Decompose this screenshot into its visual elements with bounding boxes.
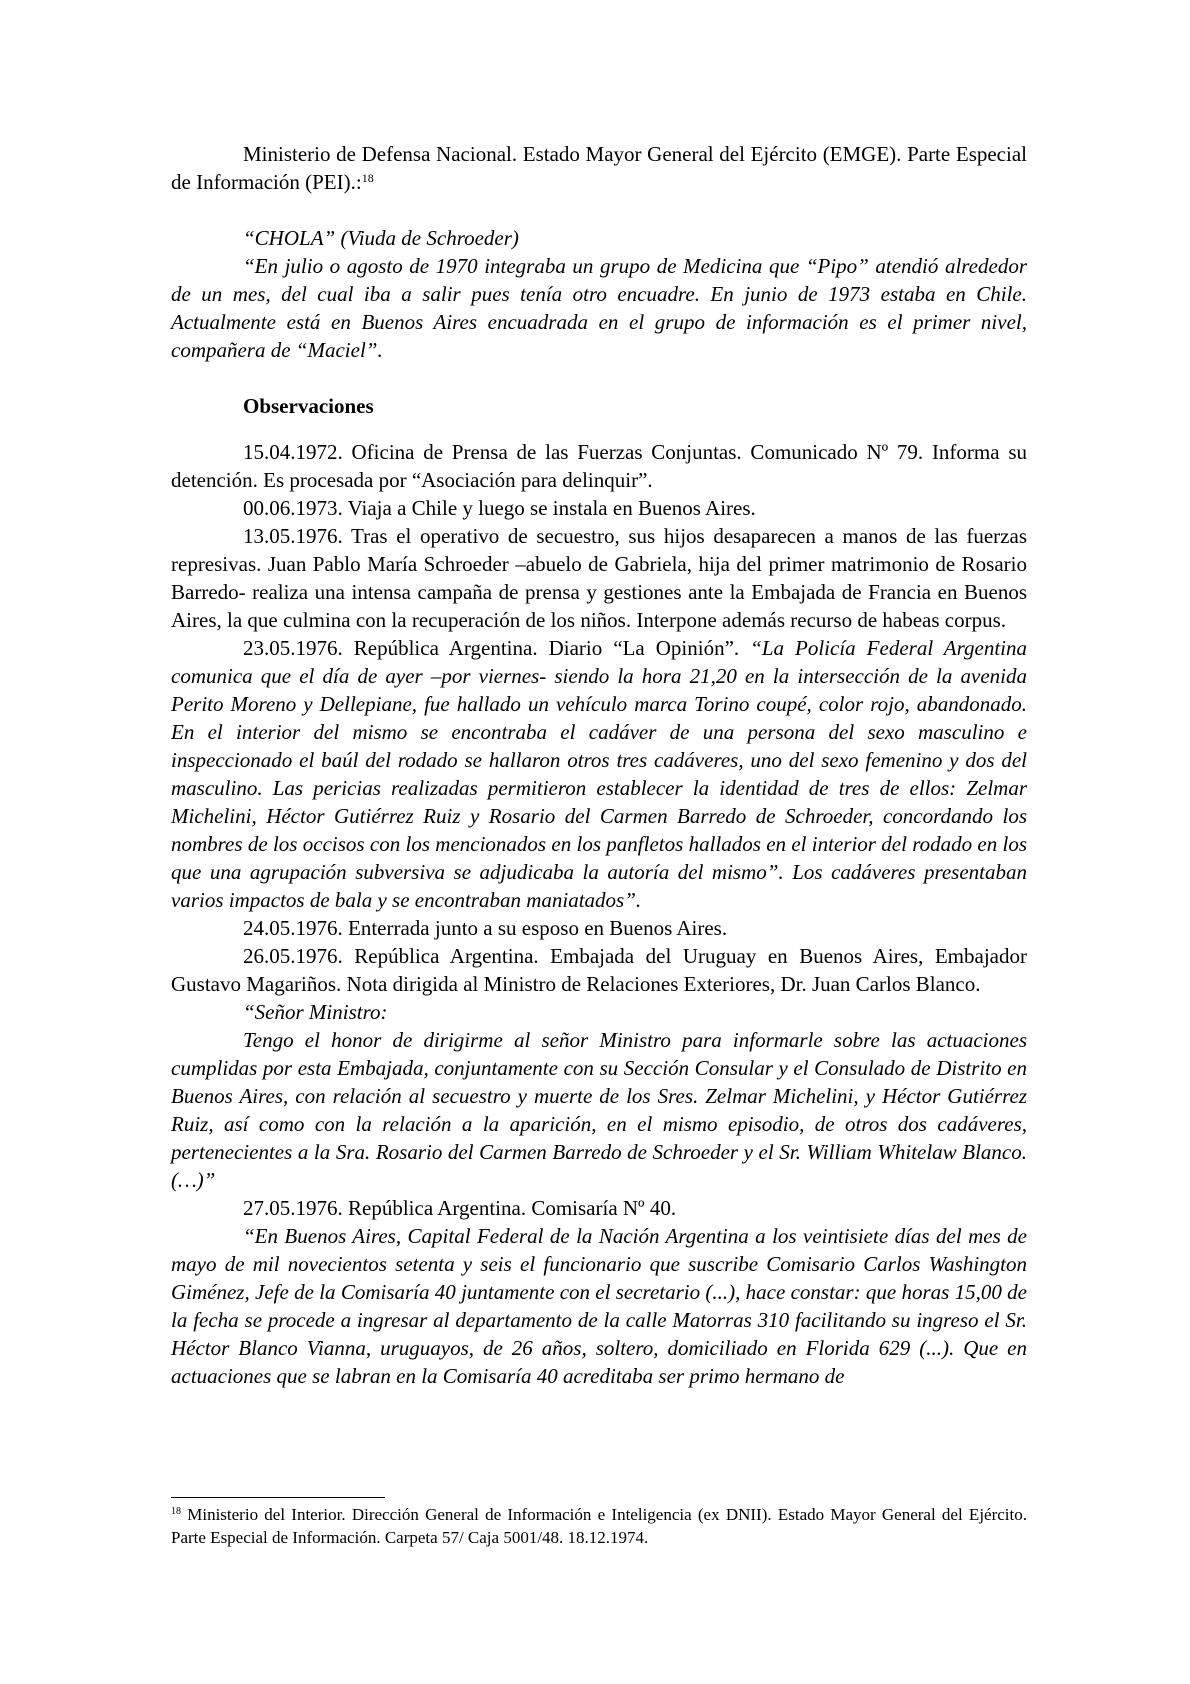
footnote-text: Ministerio del Interior. Dirección General de Información e Inteligencia (ex DNII). Estado Mayor General del Ejército. Parte Especial de Información. Carpeta 57/ Caja 5001/48. 18.12.1974. xyxy=(171,1505,1027,1547)
observation-entry-3: 13.05.1976. Tras el operativo de secuestro, sus hijos desaparecen a manos de las fuerzas represivas. Juan Pablo María Schroeder –abuelo de Gabriela, hija del primer matrimonio de Rosario Barredo- realiza una intensa campaña de prensa y gestiones ante la Embajada de Francia en Buenos Aires, la que culmina con la recuperación de los niños. Interpone además recurso de habeas corpus. xyxy=(171,524,1027,632)
observation-entry-2: 00.06.1973. Viaja a Chile y luego se instala en Buenos Aires. xyxy=(243,496,756,520)
observation-entry-1: 15.04.1972. Oficina de Prensa de las Fuerzas Conjuntas. Comunicado Nº 79. Informa su detención. Es procesada por “Asociación para delinquir”. xyxy=(171,440,1027,492)
chola-title: “CHOLA” (Viuda de Schroeder) xyxy=(243,226,519,250)
entry-6-quote: Tengo el honor de dirigirme al señor Ministro para informarle sobre las actuaciones cumplidas por esta Embajada, conjuntamente con su Sección Consular y el Consulado de Distrito en Buenos Aires, con relación al secuestro y muerte de los Sres. Zelmar Michelini, y Héctor Gutiérrez Ruiz, así como con la relación a la aparición, en el mismo episodio, de otros dos cadáveres, pertenecientes a la Sra. Rosario del Carmen Barredo de Schroeder y el Sr. William Whitelaw Blanco. (…)” xyxy=(171,1028,1027,1192)
footnote-number: 18 xyxy=(171,1506,181,1517)
observation-entry-6: 26.05.1976. República Argentina. Embajada del Uruguay en Buenos Aires, Embajador Gustavo Magariños. Nota dirigida al Ministro de Relaciones Exteriores, Dr. Juan Carlos Blanco. xyxy=(171,944,1027,996)
observation-entry-5: 24.05.1976. Enterrada junto a su esposo en Buenos Aires. xyxy=(243,916,728,940)
entry-7-quote: “En Buenos Aires, Capital Federal de la Nación Argentina a los veintisiete días del mes de mayo de mil novecientos setenta y seis el funcionario que suscribe Comisario Carlos Washington Giménez, Jefe de la Comisaría 40 juntamente con el secretario (...), hace constar: que horas 15,00 de la fecha se procede a ingresar al departamento de la calle Matorras 310 facilitando su ingreso el Sr. Héctor Blanco Vianna, uruguayos, de 26 años, soltero, domiciliado en Florida 629 (...). Que en actuaciones que se labran en la Comisaría 40 acreditaba ser primo hermano de xyxy=(171,1224,1027,1388)
footnote-reference[interactable]: 18 xyxy=(361,171,374,185)
entry-4-lead: 23.05.1976. República Argentina. Diario “La Opinión”. xyxy=(243,636,751,660)
intro-text: Ministerio de Defensa Nacional. Estado Mayor General del Ejército (EMGE). Parte Especial de Información (PEI).: xyxy=(171,142,1027,194)
footnote-divider xyxy=(171,1497,385,1498)
entry-6-salutation: “Señor Ministro: xyxy=(243,1000,388,1024)
observation-entry-4 xyxy=(171,634,1027,914)
chola-quote: “En julio o agosto de 1970 integraba un grupo de Medicina que “Pipo” atendió alrededor de un mes, del cual iba a salir pues tenía otro encuadre. En junio de 1973 estaba en Chile. Actualmente está en Buenos Aires encuadrada en el grupo de información es el primer nivel, compañera de “Maciel”. xyxy=(171,254,1027,362)
entry-4-quote: “La Policía Federal Argentina comunica que el día de ayer –por viernes- siendo la hora 21,20 en la intersección de la avenida Perito Moreno y Dellepiane, fue hallado un vehículo marca Torino coupé, color rojo, abandonado. En el interior del mismo se encontraba el cadáver de una persona del sexo masculino e inspeccionado el baúl del rodado se hallaron otros tres cadáveres, uno del sexo femenino y dos del masculino. Las pericias realizadas permitieron establecer la identidad de tres de ellos: Zelmar Michelini, Héctor Gutiérrez Ruiz y Rosario del Carmen Barredo de Schroeder, concordando los nombres de los occisos con los mencionados en los panfletos hallados en el interior del rodado en los que una agrupación subversiva se adjudicaba la autoría del mismo”. Los cadáveres presentaban varios impactos de bala y se encontraban maniatados”. xyxy=(171,636,1027,912)
observation-entry-7: 27.05.1976. República Argentina. Comisaría Nº 40. xyxy=(243,1196,677,1220)
intro-paragraph xyxy=(171,140,1027,196)
document-body xyxy=(171,140,1027,1390)
footnote xyxy=(171,1503,1027,1549)
observaciones-heading: Observaciones xyxy=(243,394,374,418)
